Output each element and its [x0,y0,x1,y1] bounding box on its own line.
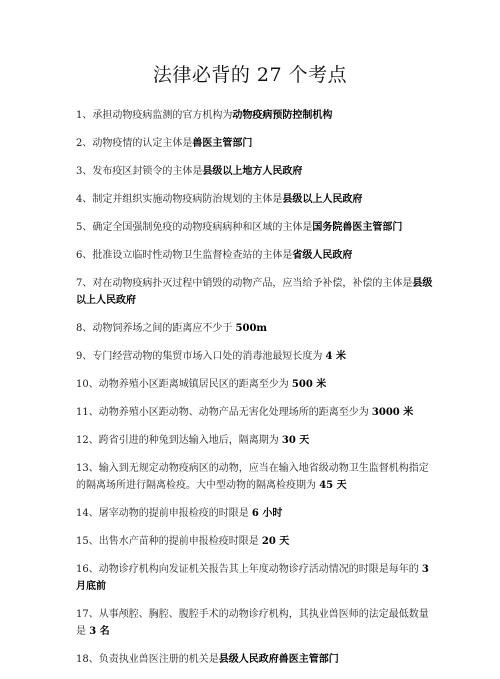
item-text: 16、动物诊疗机构向发证机关报告其上年度动物诊疗活动情况的时限是每年的 [76,564,422,575]
list-item [76,107,436,124]
item-highlight: 6 小时 [251,508,283,519]
item-text: 1、承担动物疫病监测的官方机构为 [76,110,233,121]
list-item [76,432,436,449]
list-item [76,606,436,640]
item-highlight: 省级人民政府 [292,250,353,261]
item-highlight: 国务院兽医主管部门 [312,222,403,233]
list-item [76,404,436,421]
item-text: 11、动物养殖小区距动物、动物产品无害化处理场所的距离至少为 [76,407,372,418]
item-highlight: 县级以上人民政府 [76,278,433,306]
item-highlight: 3 月底前 [76,564,429,592]
item-text: 18、负责执业兽医注册的机关是 [76,654,219,665]
item-highlight: 4 米 [325,351,346,362]
list-item [76,651,436,668]
item-highlight: 3000 米 [371,407,414,418]
page-title: 法律必背的 27 个考点 [152,64,348,86]
item-text: 9、专门经营动物的集贸市场入口处的消毒池最短长度为 [76,351,326,362]
item-highlight: 500m [235,323,268,334]
list-item [76,561,436,595]
list-item [76,135,436,152]
item-text: 17、从事颅腔、胸腔、腹腔手术的动物诊疗机构，其执业兽医师的法定最低数量是 [76,609,429,637]
list-item [76,376,436,393]
points-list [76,107,436,679]
item-highlight: 45 天 [319,480,347,491]
item-highlight: 县级以上地方人民政府 [202,166,303,177]
list-item [76,460,436,494]
item-highlight: 县级以上人民政府 [282,194,363,205]
list-item [76,275,436,309]
item-highlight: 动物疫病预防控制机构 [232,110,333,121]
item-highlight: 20 天 [261,536,290,547]
list-item [76,191,436,208]
item-highlight: 500 米 [291,379,327,390]
item-text: 15、出售水产苗种的提前申报检疫时限是 [76,536,262,547]
item-highlight: 县级人民政府兽医主管部门 [218,654,339,665]
item-text: 12、跨省引进的种兔到达输入地后，隔离期为 [76,435,282,446]
item-highlight: 3 名 [89,626,110,637]
list-item [76,320,436,337]
item-text: 5、确定全国强制免疫的动物疫病病种和区域的主体是 [76,222,313,233]
list-item [76,348,436,365]
list-item [76,247,436,264]
item-text: 8、动物饲养场之间的距离应不少于 [76,323,236,334]
list-item [76,219,436,236]
item-text: 3、发布疫区封锁令的主体是 [76,166,203,177]
item-text: 2、动物疫情的认定主体是 [76,138,193,149]
item-text: 10、动物养殖小区距离城镇居民区的距离至少为 [76,379,292,390]
item-text: 7、对在动物疫病扑灭过程中销毁的动物产品，应当给予补偿，补偿的主体是 [76,278,413,289]
item-text: 13、输入到无规定动物疫病区的动物，应当在输入地省级动物卫生监督机构指定的隔离场所进行隔离检疫。大中型动物的隔离检疫期为 [76,463,429,491]
item-text: 14、屠宰动物的提前申报检疫的时限是 [76,508,252,519]
list-item [76,163,436,180]
item-text: 4、制定并组织实施动物疫病防治规划的主体是 [76,194,283,205]
list-item [76,505,436,522]
item-text: 6、批准设立临时性动物卫生监督检查站的主体是 [76,250,293,261]
item-highlight: 兽医主管部门 [192,138,253,149]
list-item [76,533,436,550]
item-highlight: 30 天 [281,435,310,446]
